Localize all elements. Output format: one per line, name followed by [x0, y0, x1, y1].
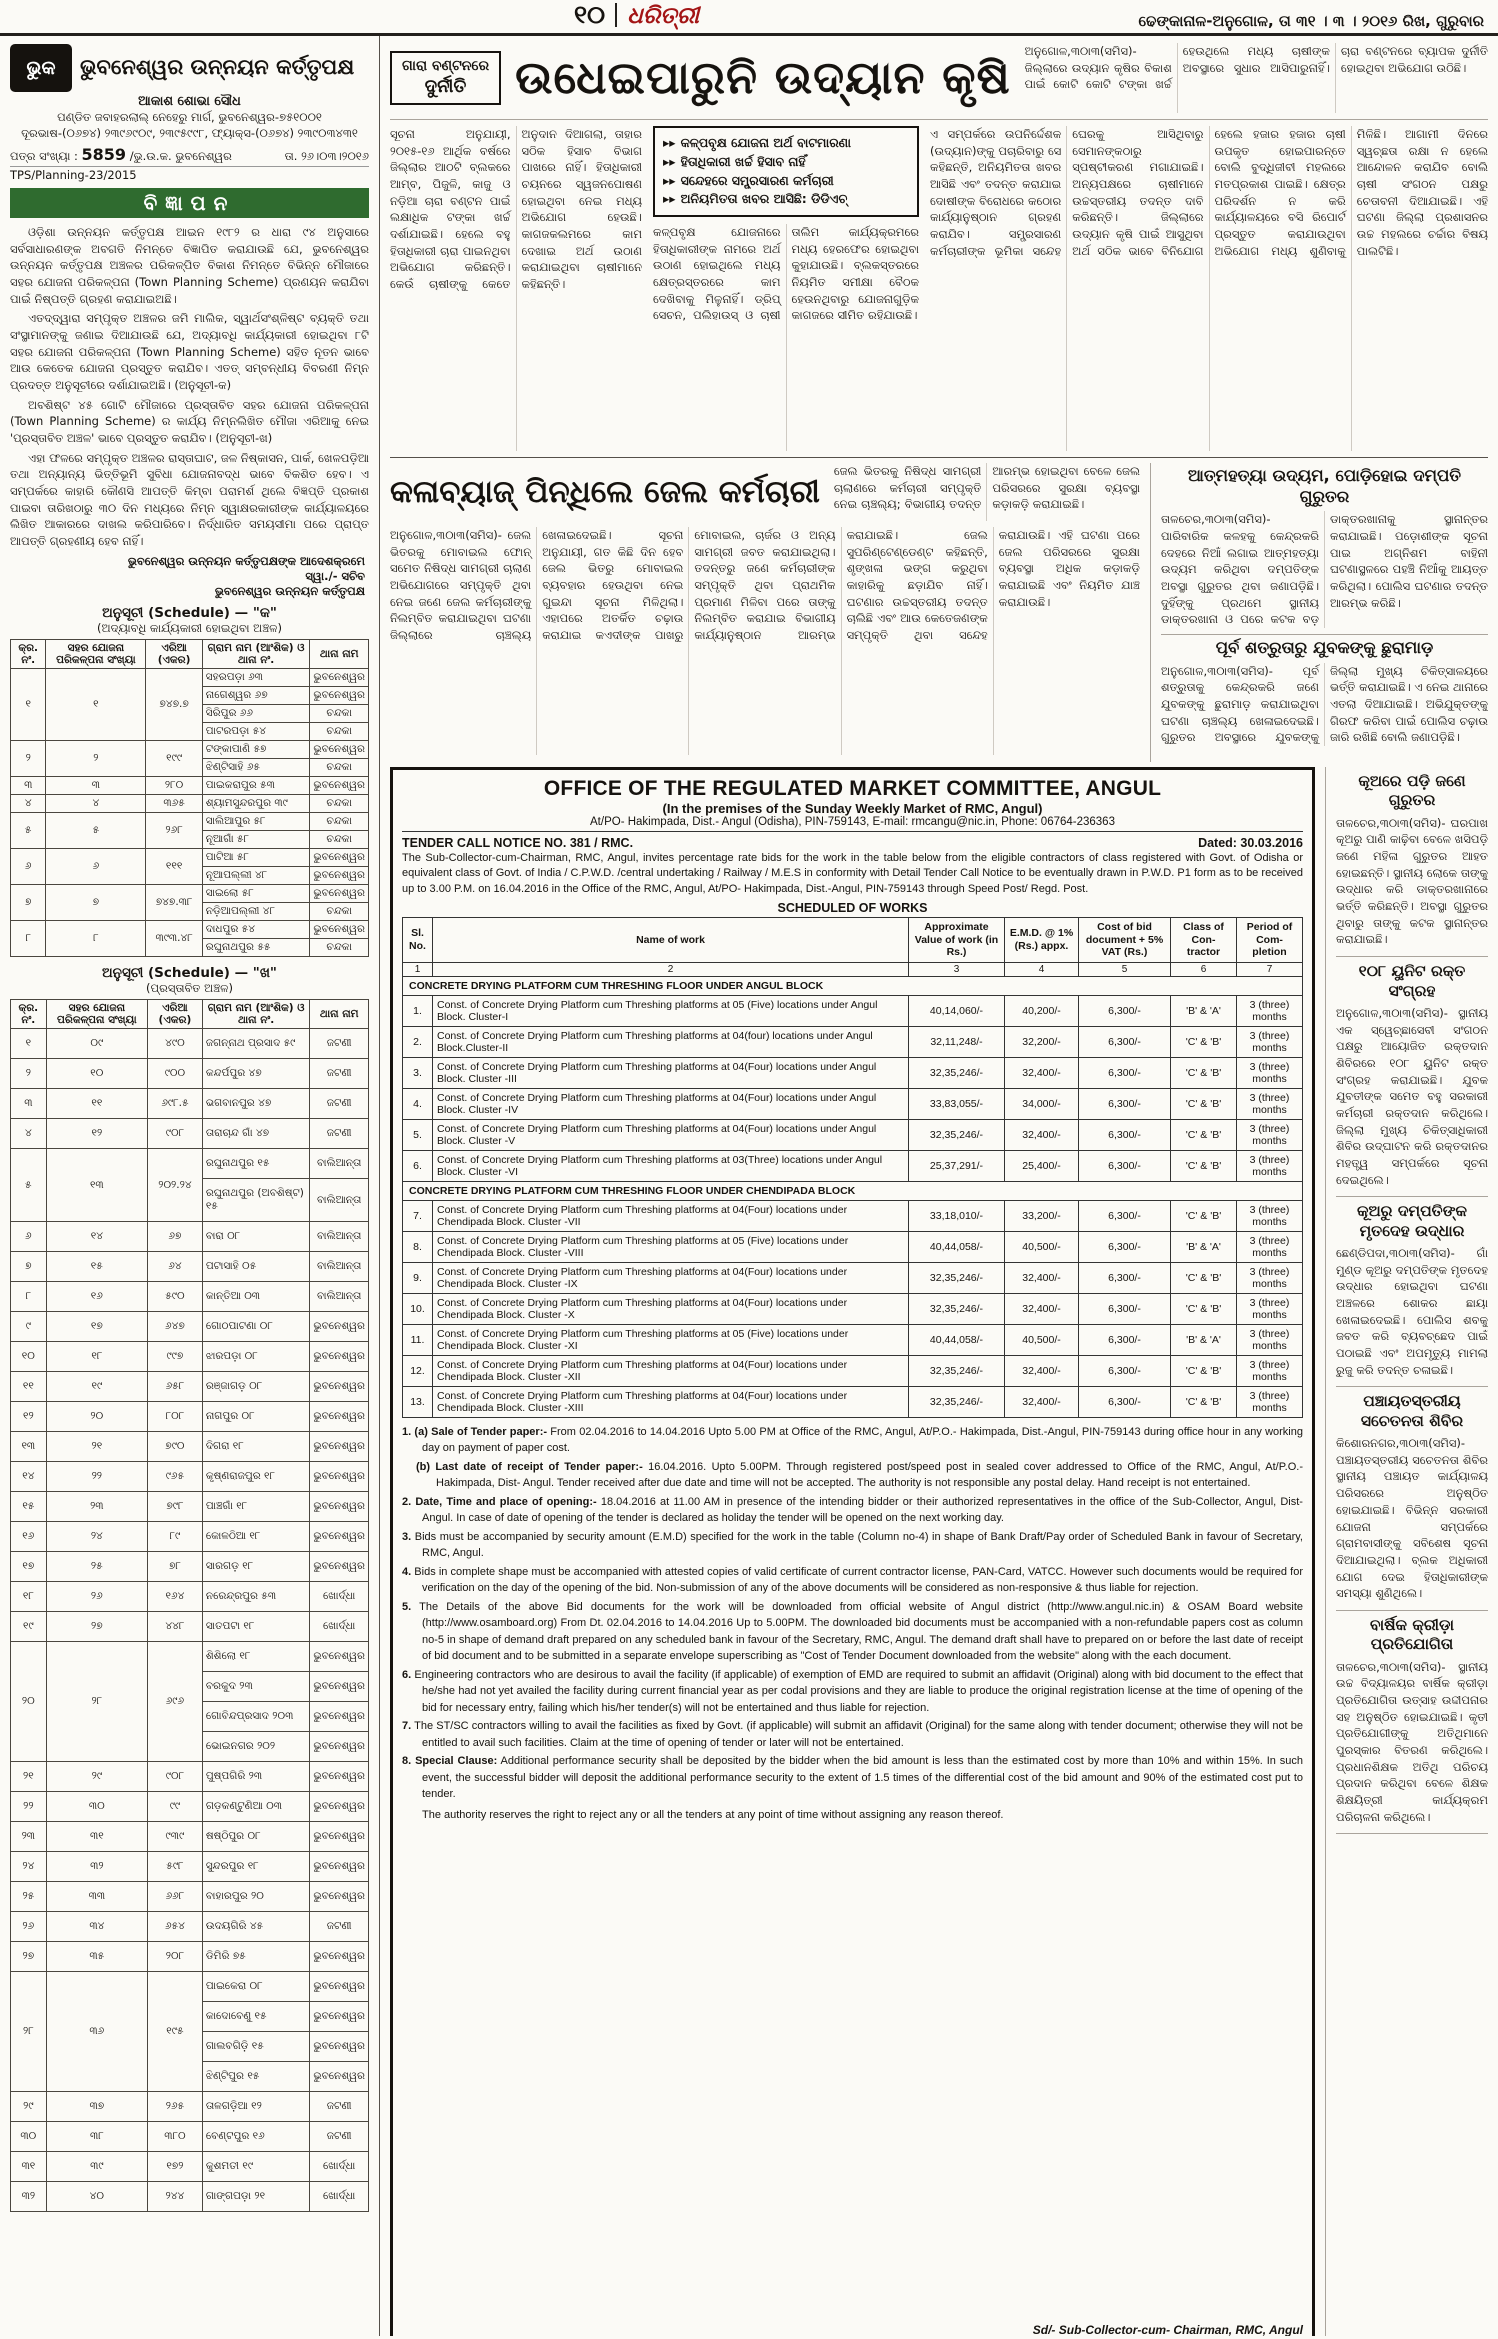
- rail-article: [1336, 1611, 1488, 1834]
- bda-header: [10, 44, 369, 92]
- bullet-arrow-icon: ▸▸: [663, 135, 676, 150]
- table-row: ୧୬ ୨୪ ୮୯ କୋଳଠିଆ ୧୮ ଭୁବନେଶ୍ୱର: [11, 1522, 369, 1552]
- table-row: ପାଟରପଡ଼ା ୫୪ ଚନ୍ଦକା: [11, 722, 369, 740]
- tender-note: 8. Special Clause: Additional performance security shall be deposited by the bidder when the bid amount is less than the estimated cost by more than 10% and within 15%. In such event, the successful bidder will deposit the additional performance security to the extent of 1.5 times of the differential cost of the bid amount and 90% of the estimated cost put to tender.: [402, 1755, 1304, 1801]
- table-row: ୨୮ ୩୬ ୧୯୫ ପାଇକେରା ୦୮ ଭୁବନେଶ୍ୱର: [11, 1972, 369, 2002]
- work-row: 7. Const. of Concrete Drying Platform cum Threshing platforms at 04(Four) locations under Chendipada Block. Cluster -VII 33,18,010/- 33,200/- 6,300/- 'C' & 'B' 3 (three) months: [403, 1200, 1303, 1231]
- rail-article-headline: ୧୦୮ ୟୁନିଟ ରକ୍ତ ସଂଗ୍ରହ: [1358, 962, 1466, 1000]
- bda-reference: TPS/Planning-23/2015: [10, 168, 137, 182]
- bda-letter-suffix: /ଭୁ.ଉ.କ. ଭୁବନେଶ୍ୱର: [129, 149, 232, 163]
- rail-article-headline: ବାର୍ଷିକ କ୍ରୀଡ଼ା ପ୍ରତିଯୋଗିତା: [1370, 1615, 1454, 1654]
- table-row: ନାଗେଶ୍ୱର ୬୭ ଭୁବନେଶ୍ୱର: [11, 686, 369, 704]
- rail-article-headline: ଆତ୍ମହତ୍ୟା ଉଦ୍ୟମ, ପୋଡ଼ିହୋଇ ଦମ୍ପତି ଗୁରୁତର: [1187, 466, 1462, 506]
- table-row: ୧ ୦୯ ୪୯୦ ଜଗନ୍ନାଥ ପ୍ରସାଦ ୫୯ ଜଟଣୀ: [11, 1029, 369, 1059]
- rail-article-body: ତାଳଚେର,୩୦ା୩(ସମିସ)- ଘରପାଖ କୂଅରୁ ପାଣି କାଢ଼ିବା ବେଳେ ଖସିପଡ଼ି ଜଣେ ମହିଳା ଗୁରୁତର ଆହତ ହୋଇଛନ୍ତି। ସ୍ଥାନୀୟ ଲୋକେ ତାଙ୍କୁ ଉଦ୍ଧାର କରି ଡାକ୍ତରଖାନାରେ ଭର୍ତ୍ତି କରିଛନ୍ତି। ଅବସ୍ଥା ଗୁରୁତର ଥିବାରୁ ତାଙ୍କୁ କଟକ ସ୍ଥାନାନ୍ତର କରାଯାଇଛି।: [1336, 815, 1488, 947]
- lead-bullets: [653, 126, 919, 217]
- table-row: ୧୮ ୨୬ ୧୬୪ ନରେନ୍ଦ୍ରପୁର ୫୩ ଖୋର୍ଦ୍ଧା: [11, 1582, 369, 1612]
- table-row: ୨୩ ୩୧ ୯୩୯ ଷଷ୍ଠିପୁର ୦୮ ଭୁବନେଶ୍ୱର: [11, 1822, 369, 1852]
- jail-snippet: ଜେଲ ଭିତରକୁ ନିଷିଦ୍ଧ ସାମଗ୍ରୀ ଚାଲାଣରେ କର୍ମଚାରୀ ସମ୍ପୃକ୍ତି ନେଇ ଚାଞ୍ଚଲ୍ୟ; ବିଭାଗୀୟ ତଦନ୍ତ ଆରମ୍ଭ ହୋଇଥିବା ବେଳେ ଜେଲ ପରିସରରେ ସୁରକ୍ଷା ବ୍ୟବସ୍ଥା କଡ଼ାକଡ଼ି କରାଯାଇଛି।: [833, 464, 1140, 512]
- tender-note: 1. (a) Sale of Tender paper:- From 02.04.2016 to 14.04.2016 Upto 5.00 PM at Office of the RMC, Angul, At/P.O.- Hakimpada, Dist.-Angul, PIN-759143 during office hour in any working day on payment of paper cost.: [402, 1425, 1303, 1455]
- table-row: ୭ ୧୫ ୬୪ ପଟାସାହି ୦୫ ବାଲିଆନ୍ତା: [11, 1252, 369, 1282]
- table-row: ୧୭ ୨୫ ୭୮ ସାରଗଡ଼ ୧୮ ଭୁବନେଶ୍ୱର: [11, 1552, 369, 1582]
- bullet-arrow-icon: ▸▸: [663, 172, 676, 188]
- tender-note: 4. Bids in complete shape must be accompanied with attested copies of valid certificate of current contractor license, PAN-Card, VATCC. However such documents would be required for verification on the day of the opening of the bid. Non-submission of any of the above documents will be considered as non-responsive & thus liable for rejection.: [402, 1565, 1303, 1595]
- bda-building: ଆକାଶ ଶୋଭା ସୌଧ: [138, 94, 241, 109]
- rail-article: [1161, 463, 1488, 635]
- bda-paragraph: ଏତଦ୍‌ଦ୍ୱାରା ସମ୍ପୃକ୍ତ ଅଞ୍ଚଳର ଜମି ମାଲିକ, ସ୍ୱାର୍ଥସଂଶ୍ଳିଷ୍ଟ ବ୍ୟକ୍ତି ତଥା ସଂସ୍ଥାମାନଙ୍କୁ ଜଣାଇ ଦିଆଯାଉଛି ଯେ, ଅଦ୍ୟାବଧି କାର୍ଯ୍ୟକାରୀ ହୋଇଥିବା ୮ଟି ସହର ଯୋଜନା ପରିକଳ୍ପନା (Town Planning Scheme) ସହିତ ନୂତନ ଭାବେ ଆଉ କେତେକ ଯୋଜନା ପ୍ରସ୍ତୁତ କରାଯିବ। ଏତତ୍ ସମ୍ବନ୍ଧୀୟ ବିବରଣୀ ନିମ୍ନ ପ୍ରଦତ୍ତ ଅନୁସୂଚୀରେ ଦର୍ଶାଯାଇଅଛି। (ଅନୁସୂଚୀ-କ): [10, 311, 369, 393]
- table-row: ନୂଆଗାଁ ୫୮ ଚନ୍ଦକା: [11, 830, 369, 848]
- bda-paragraph: ଓଡ଼ିଶା ଉନ୍ନୟନ କର୍ତ୍ତୃପକ୍ଷ ଆଇନ ୧୯୮୨ ର ଧାରା ୯୪ ଅନୁସାରେ ସର୍ବସାଧାରଣଙ୍କ ଅବଗତି ନିମନ୍ତେ ବିଜ୍ଞାପିତ କରାଯାଉଛି ଯେ, ଭୁବନେଶ୍ୱର ଉନ୍ନୟନ କର୍ତ୍ତୃପକ୍ଷ ଅଞ୍ଚଳର ପରିକଳ୍ପିତ ବିକାଶ ନିମନ୍ତେ ବିଭିନ୍ନ ମୌଜାରେ ସହର ଯୋଜନା ପରିକଳ୍ପନା (Town Planning Scheme) ପ୍ରଣୟନ କରାଯିବା ପାଇଁ ନିଷ୍ପତ୍ତି ଗ୍ରହଣ କରାଯାଇଅଛି।: [10, 225, 369, 306]
- bda-paragraph: ଅବଶିଷ୍ଟ ୪୫ ଗୋଟି ମୌଜାରେ ପ୍ରସ୍ତାବିତ ସହର ଯୋଜନା ପରିକଳ୍ପନା (Town Planning Scheme) ର କାର୍ଯ୍ୟ ନିମ୍ନଲିଖିତ ମୌଜା ଏରିଆକୁ ନେଇ 'ପ୍ରସ୍ତାବିତ ଅଞ୍ଚଳ' ଭାବେ ପ୍ରସ୍ତୁତ କରାଯିବ। (ଅନୁସୂଚୀ-ଖ): [10, 397, 369, 446]
- table-row: ୧୫ ୨୩ ୭୯୮ ପାଞ୍ଚଗାଁ ୧୮ ଭୁବନେଶ୍ୱର: [11, 1492, 369, 1522]
- column-header: କ୍ର. ନଂ.: [11, 999, 47, 1028]
- table-row: ୧୩ ୨୧ ୭୯୦ ଦିଗରା ୧୮ ଭୁବନେଶ୍ୱର: [11, 1432, 369, 1462]
- schedule-a-table: [10, 639, 369, 957]
- tender-schedule-heading: SCHEDULED OF WORKS: [777, 901, 928, 916]
- table-row: ୧୪ ୨୨ ୯୬୫ କୃଷ୍ଣରାଜପୁର ୧୮ ଭୁବନେଶ୍ୱର: [11, 1462, 369, 1492]
- column-header: ଗ୍ରାମ ନାମ (ଆଂଶିକ) ଓ ଥାନା ନଂ.: [202, 999, 310, 1028]
- table-row: ବରକୁଦ ୨୩ ଭୁବନେଶ୍ୱର: [11, 1672, 369, 1702]
- column-header: ଏରିଆ (ଏକର): [147, 999, 202, 1028]
- rail-article-body: ଛେଣ୍ଡିପଦା,୩୦ା୩(ସମିସ)- ଗାଁ ମୁଣ୍ଡ କୂଅରୁ ଦମ୍ପତିଙ୍କ ମୃତଦେହ ଉଦ୍ଧାର ହୋଇଥିବା ଘଟଣା ଅଞ୍ଚଳରେ ଶୋକର ଛାୟା ଖେଳାଇଦେଇଛି। ପୋଲିସ ଶବକୁ ଜବତ କରି ବ୍ୟବଚ୍ଛେଦ ପାଇଁ ପଠାଇଛି ଏବଂ ଅପମୃତ୍ୟୁ ମାମଲା ରୁଜୁ କରି ତଦନ୍ତ ଚଳାଇଛି।: [1336, 1246, 1488, 1377]
- tender-call-number: TENDER CALL NOTICE NO. 381 / RMC.: [402, 836, 634, 850]
- work-row: 1. Const. of Concrete Drying Platform cum Threshing platforms at 05 (Five) locations under Angul Block. Cluster-I 40,14,060/- 40,200/- 6,300/- 'B' & 'A' 3 (three) months: [403, 995, 1303, 1026]
- column-header: ସହର ଯୋଜନା ପରିକଳ୍ପନା ସଂଖ୍ୟା: [46, 639, 146, 668]
- table-row: ୫ ୧୩ ୨୦୨.୨୪ ରଘୁନାଥପୁର ୧୫ ବାଲିଆନ୍ତା: [11, 1149, 369, 1179]
- rail-top: [1150, 463, 1488, 762]
- lead-article-body: [390, 119, 1488, 451]
- rail-article: [1336, 767, 1488, 957]
- page-number: ୧୦: [574, 0, 606, 29]
- table-row: ଭୋଇନଗର ୨୦୨ ଭୁବନେଶ୍ୱର: [11, 1732, 369, 1762]
- work-row: 4. Const. of Concrete Drying Platform cum Threshing platforms at 04(Four) locations under Angul Block. Cluster -IV 33,83,055/- 34,000/- 6,300/- 'C' & 'B' 3 (three) months: [403, 1088, 1303, 1119]
- bda-address: ପଣ୍ଡିତ ଜବାହରଲାଲ୍ ନେହେରୁ ମାର୍ଗ, ଭୁବନେଶ୍ୱର-୭୫୧୦୦୧: [57, 110, 322, 124]
- table-row: ୯ ୧୭ ୬୪୭ ଗୋଠପାଟଣା ୦୮ ଭୁବନେଶ୍ୱର: [11, 1312, 369, 1342]
- lead-body-middle: [653, 126, 919, 451]
- bda-logo: ଭୁକ: [10, 44, 72, 92]
- lead-article-header: [390, 38, 1488, 119]
- table-row: ଗାଲବଗିଡ଼ି ୧୫ ଭୁବନେଶ୍ୱର: [11, 2032, 369, 2062]
- rail-article: [1161, 635, 1488, 752]
- bda-signature-line: ଭୁବନେଶ୍ୱର ଉନ୍ନୟନ କର୍ତ୍ତୃପକ୍ଷଙ୍କ ଆଦେଶକ୍ରମେ: [127, 553, 365, 568]
- rail-article-body: ଅନୁଗୋଳ,୩୦ା୩(ସମିସ)- ପୂର୍ବ ଶତ୍ରୁତାକୁ କେନ୍ଦ୍ରକରି ଜଣେ ଯୁବକଙ୍କୁ ଛୁରାମାଡ଼ କରାଯାଇଥିବା ଘଟଣା ଚାଞ୍ଚଲ୍ୟ ଖେଳାଇଦେଇଛି। ଗୁରୁତର ଅବସ୍ଥାରେ ଯୁବକଙ୍କୁ ଜିଲ୍ଲା ମୁଖ୍ୟ ଚିକିତ୍ସାଳୟରେ ଭର୍ତ୍ତି କରାଯାଇଛି। ଏ ନେଇ ଥାନାରେ ଏତଲା ଦିଆଯାଇଛି। ଅଭିଯୁକ୍ତଙ୍କୁ ଗିରଫ କରିବା ପାଇଁ ପୋଲିସ ଚଢ଼ାଉ ଜାରି ରଖିଛି ବୋଲି ଜଣାପଡ଼ିଛି।: [1161, 663, 1488, 745]
- column-header: ସହର ଯୋଜନା ପରିକଳ୍ପନା ସଂଖ୍ୟା: [46, 999, 147, 1028]
- masthead-divider: [615, 3, 617, 27]
- table-row: ୨୧ ୨୯ ୯୦୮ ପୁଷ୍ପଗିରି ୨୩ ଭୁବନେଶ୍ୱର: [11, 1762, 369, 1792]
- table-row: ସିରିପୁର ୬୬ ଚନ୍ଦକା: [11, 704, 369, 722]
- tender-title: OFFICE OF THE REGULATED MARKET COMMITTEE, ANGUL: [543, 777, 1162, 800]
- lead-body-right: ଏ ସମ୍ପର୍କରେ ଉପନିର୍ଦ୍ଦେଶକ (ଉଦ୍ୟାନ)ଙ୍କୁ ପଚାରିବାରୁ ସେ କହିଛନ୍ତି, ଅନିୟମିତତା ଖବର ଆସିଛି ଏବଂ ତଦନ୍ତ କରାଯାଇ ଦୋଷୀଙ୍କ ବିରୋଧରେ କଠୋର କାର୍ଯ୍ୟାନୁଷ୍ଠାନ ଗ୍ରହଣ କରାଯିବ। ସମ୍ପ୍ରସାରଣ କର୍ମଚାରୀଙ୍କ ଭୂମିକା ସନ୍ଦେହ ଘେରକୁ ଆସିଥିବାରୁ ସେମାନଙ୍କଠାରୁ ସ୍ପଷ୍ଟୀକରଣ ମଗାଯାଇଛି। ଅନ୍ୟପକ୍ଷରେ ଚାଷୀମାନେ ଉଚ୍ଚସ୍ତରୀୟ ତଦନ୍ତ ଦାବି କରିଛନ୍ତି। ଜିଲ୍ଲାରେ ଉଦ୍ୟାନ କୃଷି ପାଇଁ ଆସୁଥିବା ଅର୍ଥ ସଠିକ ଭାବେ ବିନିଯୋଗ ହେଲେ ହଜାର ହଜାର ଚାଷୀ ଉପକୃତ ହୋଇପାରନ୍ତେ ବୋଲି ବୁଦ୍ଧିଜୀବୀ ମହଲରେ ମତପ୍ରକାଶ ପାଇଛି। କ୍ଷେତ୍ର ପରିଦର୍ଶନ ନ କରି କାର୍ଯ୍ୟାଳୟରେ ବସି ରିପୋର୍ଟ ପ୍ରସ୍ତୁତ କରାଯାଉଥିବା ଅଭିଯୋଗ ମଧ୍ୟ ଶୁଣିବାକୁ ମିଳିଛି। ଆଗାମୀ ଦିନରେ ସ୍ୱଚ୍ଛତା ରକ୍ଷା ନ ହେଲେ ଆନ୍ଦୋଳନ କରାଯିବ ବୋଲି ଚାଷୀ ସଂଗଠନ ପକ୍ଷରୁ ଚେତାବନୀ ଦିଆଯାଇଛି। ଏହି ଘଟଣା ଜିଲ୍ଲା ପ୍ରଶାସନର ଉଚ୍ଚ ମହଲରେ ଚର୍ଚ୍ଚାର ବିଷୟ ପାଲଟିଛି।: [930, 127, 1488, 258]
- table-row: ୩ ୩ ୨୮୦ ପାଇକରାପୁର ୫୩ ଭୁବନେଶ୍ୱର: [11, 776, 369, 794]
- tender-note: 7. The ST/SC contractors willing to avail the facilities as fixed by Govt. (if applicable) will submit an affidavit (Original) for the same along with tender document; otherwise they will not be entitled to avail such facilities. Claim at the time of opening of tender or later will not be entertained.: [402, 1720, 1303, 1749]
- schedule-b-table: [10, 999, 369, 2212]
- table-row: ନଡ଼ିଆପଲ୍ଲୀ ୪୮ ଚନ୍ଦକା: [11, 902, 369, 920]
- table-row: ୬ ୧୪ ୬୭ ବାରା ୦୮ ବାଲିଆନ୍ତା: [11, 1222, 369, 1252]
- column-header: Approximate Value of work (in Rs.): [909, 918, 1005, 963]
- column-number-row: 1 2 3 4 5 6 7: [403, 962, 1303, 976]
- table-row: ୫ ୫ ୨୬୮ ସାଲିଆପୁର ୫୮ ଚନ୍ଦକା: [11, 812, 369, 830]
- rail-article: [1336, 957, 1488, 1197]
- section-header-row: CONCRETE DRYING PLATFORM CUM THRESHING FLOOR UNDER CHENDIPADA BLOCK: [403, 1181, 1303, 1200]
- tender-subtitle: (In the premises of the Sunday Weekly Market of RMC, Angul): [662, 801, 1043, 816]
- tender-note: 5. The Details of the above Bid documents for the work will be downloaded from official website of Angul district (http://www.angul.nic.in) & OSAM Board website (http://www.osamboard.org) From Dt. 02.04.2016 to 14.04.2016 Up to 5.00PM. The downloaded bid documents must be accompanied with a non-refundable papers cost as column no-5 in shape of demand draft prepared on any scheduled bank in favour of the Secretary, RMC, Angul. The demand draft shall have to prepared on or before the last date of receipt of bid document and to be submitted in a separate envelope superscribing as "Cost of Tender Document downloaded from the website" along with the each document.: [402, 1600, 1303, 1663]
- table-row: ୧୨ ୨୦ ୮୦୮ ନାଗପୁର ୦୮ ଭୁବନେଶ୍ୱର: [11, 1402, 369, 1432]
- table-row: ୩୨ ୪୦ ୨୪୪ ଗାଙ୍ଗପଡ଼ା ୨୧ ଖୋର୍ଦ୍ଧା: [11, 2182, 369, 2212]
- table-row: ୨୯ ୩୭ ୨୬୫ ତାଳଗଡ଼ିଆ ୧୨ ଜଟଣୀ: [11, 2092, 369, 2122]
- second-row: [390, 457, 1488, 762]
- bda-letter-number: 5859: [81, 145, 127, 164]
- bda-phone: ଦୂରଭାଷ-(୦୬୭୪) ୨୩୯୬୯୦୯, ୨୩୯୫୯୯୮, ଫ୍ୟାକ୍ସ-(୦୬୭୪) ୨୩୯୦୩୪୩୧: [21, 126, 358, 140]
- table-row: ୩ ୧୧ ୬୯୮.୫ ଭଗବାନପୁର ୪୭ ଜଟଣୀ: [11, 1089, 369, 1119]
- edition-date-line: ଢେଙ୍କାନାଳ-ଅନୁଗୋଳ, ତା ୩୧ । ୩ । ୨୦୧୬ ରିଖ, ଗୁରୁବାର: [1138, 12, 1484, 30]
- table-row: ୨୬ ୩୪ ୬୫୪ ଉଦୟଗିରି ୪୫ ଜଟଣୀ: [11, 1912, 369, 1942]
- work-row: 6. Const. of Concrete Drying Platform cum Threshing platforms at 03(Three) locations under Angul Block. Cluster -VI 25,37,291/- 25,400/- 6,300/- 'C' & 'B' 3 (three) months: [403, 1150, 1303, 1181]
- rail-article: [1336, 1197, 1488, 1387]
- table-row: ୩୦ ୩୮ ୩୮୦ ବେଣ୍ଟପୁର ୧୬ ଜଟଣୀ: [11, 2122, 369, 2152]
- rail-article-headline: କୂଅରୁ ଦମ୍ପତିଙ୍କ ମୃତଦେହ ଉଦ୍ଧାର: [1356, 1202, 1468, 1240]
- schedule-a-title: ଅନୁସୂଚୀ (Schedule) — "କ": [102, 604, 277, 621]
- bda-signature-line: ଭୁବନେଶ୍ୱର ଉନ୍ନୟନ କର୍ତ୍ତୃପକ୍ଷ: [214, 583, 365, 598]
- lead-kicker-line2: ଦୁର୍ନୀତି: [424, 75, 467, 97]
- rail-article-headline: କୂଅରେ ପଡ଼ି ଜଣେ ଗୁରୁତର: [1358, 772, 1466, 810]
- column-header: ଗ୍ରାମ ନାମ (ଆଂଶିକ) ଓ ଥାନା ନଂ.: [202, 639, 310, 668]
- lead-body-left: ସୂଚନା ଅନୁଯାୟୀ, ୨୦୧୫-୧୬ ଆର୍ଥିକ ବର୍ଷରେ ଜିଲ୍ଲାର ଆଠଟି ବ୍ଲକରେ ଆମ୍ବ, ପିଜୁଳି, କାଜୁ ଓ ନଡ଼ିଆ ଚାରା ବଣ୍ଟନ ପାଇଁ ଲକ୍ଷାଧିକ ଟଙ୍କା ଖର୍ଚ୍ଚ ଦର୍ଶାଯାଇଛି। ହେଲେ ବହୁ ହିତାଧିକାରୀ ଚାରା ପାଇନଥିବା ଅଭିଯୋଗ କରିଛନ୍ତି। କେଉଁ ଚାଷୀଙ୍କୁ କେତେ ଅନୁଦାନ ଦିଆଗଲା, ତାହାର ସଠିକ ହିସାବ ବିଭାଗ ପାଖରେ ନାହିଁ। ହିତାଧିକାରୀ ଚୟନରେ ସ୍ୱଜନପୋଷଣ ହୋଇଥିବା ନେଇ ମଧ୍ୟ ଅଭିଯୋଗ ହେଉଛି। କାଗଜକଲମରେ କାମ ଦେଖାଇ ଅର୍ଥ ଉଠାଣ କରାଯାଇଥିବା ଚାଷୀମାନେ କହିଛନ୍ତି।: [390, 127, 642, 292]
- tender-notice: [390, 767, 1315, 2336]
- table-row: ୨୭ ୩୫ ୨୦୮ ଡିମିରି ୭୫ ଭୁବନେଶ୍ୱର: [11, 1942, 369, 1972]
- tender-notes: [402, 1424, 1303, 1805]
- lead-kicker: [390, 51, 501, 105]
- work-row: 5. Const. of Concrete Drying Platform cum Threshing platforms at 04(Four) locations under Angul Block. Cluster -V 32,35,246/- 32,400/- 6,300/- 'C' & 'B' 3 (three) months: [403, 1119, 1303, 1150]
- rail-bottom: [1325, 767, 1488, 2336]
- rail-article-body: ତାଳଚେର,୩୦ା୩(ସମିସ)- ସ୍ଥାନୀୟ ଉଚ୍ଚ ବିଦ୍ୟାଳୟର ବାର୍ଷିକ କ୍ରୀଡ଼ା ପ୍ରତିଯୋଗିତା ଉତ୍ସାହ ଉଦ୍ଦୀପନାର ସହ ଅନୁଷ୍ଠିତ ହୋଇଯାଇଛି। କୃତୀ ପ୍ରତିଯୋଗୀଙ୍କୁ ଅତିଥିମାନେ ପୁରସ୍କାର ବିତରଣ କରିଥିଲେ। ପ୍ରଧାନଶିକ୍ଷକ ଅତିଥି ପରିଚୟ ପ୍ରଦାନ କରିଥିବା ବେଳେ ଶିକ୍ଷକ ଶିକ୍ଷୟିତ୍ରୀ କାର୍ଯ୍ୟକ୍ରମ ପରିଚାଳନା କରିଥିଲେ।: [1336, 1659, 1488, 1824]
- bda-letter-date: ତା. ୨୬।୦୩।୨୦୧୬: [284, 149, 369, 163]
- tender-intro: The Sub-Collector-cum-Chairman, RMC, Angul, invites percentage rate bids for the work in the table below from the eligible contractors of class registered with Govt. of Odisha or equivalent class of Govt. of India / C.P.W.D. /central undertaking / Railway / M.E.S in conformity with Detail Tender Call Notice to be eventually drawn in P.W.D. P1 form as to be received up to 3.00 P.M. on 16.04.2016 in the Office of the RMC, Angul, At/PO- Hakimpada, Dist.-Angul, PIN-759143 through Speed Post/ Regd. Post.: [402, 852, 1303, 895]
- table-row: ନୂଆପଲ୍ଲୀ ୪୮ ଭୁବନେଶ୍ୱର: [11, 866, 369, 884]
- table-row: ୪ ୪ ୩୬୫ ଶ୍ୟାମସୁନ୍ଦରପୁର ୩୯ ଚନ୍ଦକା: [11, 794, 369, 812]
- rail-article-body: କିଶୋରନଗର,୩୦ା୩(ସମିସ)- ପଞ୍ଚାୟତସ୍ତରୀୟ ସଚେତନତା ଶିବିର ସ୍ଥାନୀୟ ପଞ୍ଚାୟତ କାର୍ଯ୍ୟାଳୟ ପରିସରରେ ଅନୁଷ୍ଠିତ ହୋଇଯାଇଛି। ବିଭିନ୍ନ ସରକାରୀ ଯୋଜନା ସମ୍ପର୍କରେ ଗ୍ରାମବାସୀଙ୍କୁ ସବିଶେଷ ସୂଚନା ଦିଆଯାଇଥିଲା। ବ୍ଲକ ଅଧିକାରୀ ଯୋଗ ଦେଇ ହିତାଧିକାରୀଙ୍କ ସମସ୍ୟା ଶୁଣିଥିଲେ।: [1336, 1436, 1488, 1601]
- tender-works-table: [402, 917, 1303, 1418]
- bda-signature: [14, 554, 365, 599]
- table-row: ୬ ୬ ୧୧୧ ପାଟିଆ ୫୮ ଭୁବନେଶ୍ୱର: [11, 848, 369, 866]
- table-row: ଝିଣ୍ଟିପୁର ୧୫ ଭୁବନେଶ୍ୱର: [11, 2062, 369, 2092]
- rail-article: [1336, 1387, 1488, 1610]
- work-row: 10. Const. of Concrete Drying Platform cum Threshing platforms at 04(Four) locations under Chendipada Block. Cluster -X 32,35,246/- 32,400/- 6,300/- 'C' & 'B' 3 (three) months: [403, 1293, 1303, 1324]
- table-row: ୧ ୧ ୭୪୭.୭ ସହରପଡ଼ା ୬୩ ଭୁବନେଶ୍ୱର: [11, 668, 369, 686]
- bda-notice: [0, 36, 380, 2336]
- schedule-a-subtitle: (ଅଦ୍ୟାବଧି କାର୍ଯ୍ୟକାରୀ ହୋଇଥିବା ଅଞ୍ଚଳ): [97, 620, 282, 635]
- bullet-arrow-icon: ▸▸: [663, 191, 676, 207]
- column-header: ଥାନା ନାମ: [310, 639, 369, 668]
- lead-kicker-line1: ଗାରା ବଣ୍ଟନରେ: [402, 58, 490, 74]
- main-area: [380, 36, 1498, 2336]
- lead-body-middle-text: କଳ୍ପବୃକ୍ଷ ଯୋଜନାରେ ହିତାଧିକାରୀଙ୍କ ନାମରେ ଅର୍ଥ ଉଠାଣ ହୋଇଥିଲେ ମଧ୍ୟ କ୍ଷେତ୍ରସ୍ତରରେ କାମ ଦେଖିବାକୁ ମିଳୁନାହିଁ। ଡ୍ରିପ୍ ସେଚନ, ପଲିହାଉସ୍ ଓ ଚାଷୀ ତାଲିମ କାର୍ଯ୍ୟକ୍ରମରେ ମଧ୍ୟ ହେରଫେର ହୋଇଥିବା କୁହାଯାଉଛି। ବ୍ଲକସ୍ତରରେ ନିୟମିତ ସମୀକ୍ଷା ବୈଠକ ହେଉନଥିବାରୁ ଯୋଜନାଗୁଡ଼ିକ କାଗଜରେ ସୀମିତ ରହିଯାଉଛି।: [653, 225, 919, 323]
- column-header: Class of Con- tractor: [1171, 918, 1237, 963]
- masthead-left: [574, 0, 699, 30]
- table-row: ରଘୁନାଥପୁର ୫୫ ଚନ୍ଦକା: [11, 938, 369, 956]
- lead-headline: ଉଧେଇପାରୁନି ଉଦ୍ୟାନ କୃଷି: [515, 51, 1011, 104]
- rail-article-headline: ପଞ୍ଚାୟତସ୍ତରୀୟ ସଚେତନତା ଶିବିର: [1360, 1392, 1464, 1430]
- paper-name: ଧରିତ୍ରୀ: [627, 3, 699, 29]
- tender-note: 2. Date, Time and place of opening:- 18.04.2016 at 11.00 AM in presence of the intending bidder or their authorized representatives in the office of the Sub-Collector, Angul, Dist- Angul. In case of date of opening of the tender is declared as holiday the tender will be opened on the next working day.: [402, 1495, 1303, 1525]
- column-header: Name of work: [433, 918, 909, 963]
- table-row: ୮ ୮ ୩୯୩.୪୮ ଦାଧପୁର ୫୪ ଭୁବନେଶ୍ୱର: [11, 920, 369, 938]
- work-row: 9. Const. of Concrete Drying Platform cum Threshing platforms at 04(Four) locations under Chendipada Block. Cluster -IX 32,35,246/- 32,400/- 6,300/- 'C' & 'B' 3 (three) months: [403, 1262, 1303, 1293]
- bda-letter-label: ପତ୍ର ସଂଖ୍ୟା :: [10, 149, 78, 163]
- bda-signature-line: ସ୍ୱା./- ସଚିବ: [305, 568, 365, 583]
- tender-signature: Sd/- Sub-Collector-cum- Chairman, RMC, Angul: [1032, 2323, 1303, 2336]
- jail-article: [390, 463, 1140, 762]
- lead-article: [390, 38, 1488, 451]
- bda-org-name: ଭୁବନେଶ୍ୱର ଉନ୍ନୟନ କର୍ତ୍ତୃପକ୍ଷ: [80, 55, 355, 80]
- third-row: [390, 767, 1488, 2336]
- bda-notice-banner: ବିଜ୍ଞାପନ: [10, 188, 369, 218]
- column-header: Sl. No.: [403, 918, 433, 963]
- work-row: 13. Const. of Concrete Drying Platform cum Threshing platforms at 04(Four) locations under Chendipada Block. Cluster -XIII 32,35,246/- 32,400/- 6,300/- 'C' & 'B' 3 (three) months: [403, 1386, 1303, 1417]
- table-row: ୧୯ ୨୭ ୪୪୮ ସାତପଟା ୧୮ ଖୋର୍ଦ୍ଧା: [11, 1612, 369, 1642]
- table-row: ୨ ୨ ୧୯୯ ଟଙ୍କାପାଣି ୫୭ ଭୁବନେଶ୍ୱର: [11, 740, 369, 758]
- column-header: କ୍ର. ନଂ.: [11, 639, 46, 668]
- schedule-b-subtitle: (ପ୍ରସ୍ତାବିତ ଅଞ୍ଚଳ): [146, 980, 233, 995]
- masthead: [0, 0, 1498, 36]
- tender-date: Dated: 30.03.2016: [1198, 836, 1303, 850]
- table-row: ୨୪ ୩୨ ୫୯୮ ସୁନ୍ଦରପୁର ୧୮ ଭୁବନେଶ୍ୱର: [11, 1852, 369, 1882]
- tender-note: 6. Engineering contractors who are desirous to avail the facility (if applicable) of exemption of EMD are required to submit an affidavit (Original) along with bid document to the effect that he/she had not yet availed the facility during current financial year as per codal provisions and they are liable to produce the original registration license at the time of opening of the bid for necessary entry, failing which his/her tender(s) will not be entertained and thus liable for rejection.: [402, 1668, 1303, 1714]
- lead-bullet: ▸▸ କଳ୍ପବୃକ୍ଷ ଯୋଜନା ଅର୍ଥ ବାଟମାରଣା: [663, 134, 909, 153]
- work-row: 11. Const. of Concrete Drying Platform cum Threshing platforms at 05 (Five) locations under Chendipada Block. Cluster -XI 40,44,058/- 40,500/- 6,300/- 'B' & 'A' 3 (three) months: [403, 1324, 1303, 1355]
- tender-note: (b) Last date of receipt of Tender paper:- 16.04.2016. Upto 5.00PM. Through registered post/speed post in sealed cover addressed to Office of the RMC, Angul, At/P.O.- Hakimpada, Dist- Angul. Tender received after due date and time will not be accepted. The authority is not responsible any postal delay. Hand receipt is not entertained.: [416, 1460, 1303, 1490]
- table-row: ଝିଣ୍ଟିସାହି ୬୫ ଚନ୍ଦକା: [11, 758, 369, 776]
- table-row: ୭ ୭ ୭୪୭.୩୮ ସାଇଲୋ ୫୮ ଭୁବନେଶ୍ୱର: [11, 884, 369, 902]
- rail-article-headline: ପୂର୍ବ ଶତ୍ରୁତାରୁ ଯୁବକଙ୍କୁ ଛୁରାମାଡ଼: [1215, 637, 1434, 657]
- column-header: Period of Com- pletion: [1237, 918, 1303, 963]
- table-row: ୮ ୧୬ ୫୯୦ କାନ୍ତିଆ ୦୩ ବାଲିଆନ୍ତା: [11, 1282, 369, 1312]
- jail-body: ଅନୁଗୋଳ,୩୦ା୩(ସମିସ)- ଜେଲ ଭିତରକୁ ମୋବାଇଲ ଫୋନ୍ ସମେତ ନିଷିଦ୍ଧ ସାମଗ୍ରୀ ଚାଲାଣ ଅଭିଯୋଗରେ ସମ୍ପୃକ୍ତି ଥିବା ନେଇ ଜଣେ ଜେଲ କର୍ମଚାରୀଙ୍କୁ ନିଲମ୍ବିତ କରାଯାଇଥିବା ଘଟଣା ଜିଲ୍ଲାରେ ଚାଞ୍ଚଲ୍ୟ ଖେଳାଇଦେଇଛି। ସୂଚନା ଅନୁଯାୟୀ, ଗତ କିଛି ଦିନ ହେବ ଜେଲ ଭିତରୁ ମୋବାଇଲ ବ୍ୟବହାର ହେଉଥିବା ନେଇ ଗୁଇନ୍ଦା ସୂଚନା ମିଳିଥିଲା। ଏହାପରେ ଅତର୍କିତ ଚଢ଼ାଉ କରାଯାଇ କଏଦୀଙ୍କ ପାଖରୁ ମୋବାଇଲ, ଚାର୍ଜର ଓ ଅନ୍ୟ ସାମଗ୍ରୀ ଜବତ କରାଯାଇଥିଲା। ତଦନ୍ତରୁ ଜଣେ କର୍ମଚାରୀଙ୍କ ସମ୍ପୃକ୍ତି ଥିବା ପ୍ରାଥମିକ ପ୍ରମାଣ ମିଳିବା ପରେ ତାଙ୍କୁ ନିଲମ୍ବିତ କରାଯାଇ ବିଭାଗୀୟ କାର୍ଯ୍ୟାନୁଷ୍ଠାନ ଆରମ୍ଭ କରାଯାଇଛି। ଜେଲ ସୁପରିଣ୍ଟେଣ୍ଡେଣ୍ଟ କହିଛନ୍ତି, ଶୃଙ୍ଖଳା ଭଙ୍ଗ କରୁଥିବା କାହାରିକୁ ଛଡ଼ାଯିବ ନାହିଁ। ଘଟଣାର ଉଚ୍ଚସ୍ତରୀୟ ତଦନ୍ତ ଚାଲିଛି ଏବଂ ଆଉ କେତେଜଣଙ୍କ ସମ୍ପୃକ୍ତି ଥିବା ସନ୍ଦେହ କରାଯାଉଛି। ଏହି ଘଟଣା ପରେ ଜେଲ ପରିସରରେ ସୁରକ୍ଷା ବ୍ୟବସ୍ଥା ଅଧିକ କଡ଼ାକଡ଼ି କରାଯାଇଛି ଏବଂ ନିୟମିତ ଯାଞ୍ଚ କରାଯାଉଛି।: [390, 528, 1140, 643]
- table-row: ୪ ୧୨ ୯୦୮ ତାରାଚାନ୍ଦ ଗାଁ ୪୭ ଜଟଣୀ: [11, 1119, 369, 1149]
- tender-note: 3. Bids must be accompanied by security amount (E.M.D) specified for the work in the table (Column no-4) in shape of Bank Draft/Pay order of Scheduled Bank in favour of Secretary, RMC, Angul.: [402, 1530, 1303, 1560]
- lead-snippet: ଅନୁଗୋଳ,୩୦ା୩(ସମିସ)- ଜିଲ୍ଲାରେ ଉଦ୍ୟାନ କୃଷିର ବିକାଶ ପାଇଁ କୋଟି କୋଟି ଟଙ୍କା ଖର୍ଚ୍ଚ ହେଉଥିଲେ ମଧ୍ୟ ଚାଷୀଙ୍କ ଅବସ୍ଥାରେ ସୁଧାର ଆସିପାରୁନାହିଁ। ଚାରା ବଣ୍ଟନରେ ବ୍ୟାପକ ଦୁର୍ନୀତି ହୋଇଥିବା ଅଭିଯୋଗ ଉଠିଛି।: [1024, 44, 1488, 92]
- table-row: ୧୦ ୧୮ ୯୯୭ ଝାରପଡ଼ା ୦୮ ଭୁବନେଶ୍ୱର: [11, 1342, 369, 1372]
- column-header: E.M.D. @ 1% (Rs.) appx.: [1005, 918, 1079, 963]
- rail-article-body: ଅନୁଗୋଳ,୩୦ା୩(ସମିସ)- ସ୍ଥାନୀୟ ଏକ ସ୍ୱେଚ୍ଛାସେବୀ ସଂଗଠନ ପକ୍ଷରୁ ଆୟୋଜିତ ରକ୍ତଦାନ ଶିବିରରେ ୧୦୮ ୟୁନିଟ ରକ୍ତ ସଂଗ୍ରହ କରାଯାଇଛି। ଯୁବକ ଯୁବତୀଙ୍କ ସମେତ ବହୁ ସରକାରୀ କର୍ମଚାରୀ ରକ୍ତଦାନ କରିଥିଲେ। ଜିଲ୍ଲା ମୁଖ୍ୟ ଚିକିତ୍ସାଧିକାରୀ ଶିବିର ଉଦ୍‌ଘାଟନ କରି ରକ୍ତଦାନର ମହତ୍ତ୍ୱ ସମ୍ପର୍କରେ ସୂଚନା ଦେଇଥିଲେ।: [1336, 1005, 1488, 1187]
- table-row: କାଦୋବେଣୁ ୧୫ ଭୁବନେଶ୍ୱର: [11, 2002, 369, 2032]
- table-row: ଗୋବିନ୍ଦପ୍ରସାଦ ୨୦୩ ଭୁବନେଶ୍ୱର: [11, 1702, 369, 1732]
- tender-call-row: [402, 836, 1303, 850]
- section-header-row: CONCRETE DRYING PLATFORM CUM THRESHING FLOOR UNDER ANGUL BLOCK: [403, 976, 1303, 995]
- lead-bullet: ▸▸ ଅନିୟମିତତା ଖବର ଆସିଛି: ଡିଡିଏଚ୍: [663, 190, 909, 209]
- column-header: ଥାନା ନାମ: [310, 999, 369, 1028]
- column-header: Cost of bid document + 5% VAT (Rs.): [1079, 918, 1171, 963]
- work-row: 8. Const. of Concrete Drying Platform cum Threshing platforms at 05 (Five) locations under Chendipada Block. Cluster -VIII 40,44,058/- 40,500/- 6,300/- 'B' & 'A' 3 (three) months: [403, 1231, 1303, 1262]
- jail-headline: କଳାବ୍ୟାଜ୍ ପିନ୍ଧିଲେ ଜେଲ କର୍ମଚାରୀ: [390, 473, 820, 510]
- tender-address: At/PO- Hakimpada, Dist.- Angul (Odisha), PIN-759143, E-mail: rmcangu@nic.in, Phone: 06764-236363: [402, 816, 1303, 832]
- table-row: ୧୧ ୧୯ ୬୫୮ ରଞ୍ଜାଗଡ଼ ୦୮ ଭୁବନେଶ୍ୱର: [11, 1372, 369, 1402]
- table-row: ୨୦ ୨୮ ୬୯୬ ଶିଶିଲୋ ୧୮ ଭୁବନେଶ୍ୱର: [11, 1642, 369, 1672]
- bda-letter-line: [10, 145, 369, 167]
- table-row: ୨୨ ୩୦ ୯୯ ଗଡ଼କଣ୍ଟୁଣିଆ ୦୩ ଭୁବନେଶ୍ୱର: [11, 1792, 369, 1822]
- rail-article-body: ତାଳଚେର,୩୦ା୩(ସମିସ)- ପାରିବାରିକ କଳହକୁ କେନ୍ଦ୍ରକରି ଦେହରେ ନିଆଁ ଲଗାଇ ଆତ୍ମହତ୍ୟା ଉଦ୍ୟମ କରିଥିବା ଦମ୍ପତିଙ୍କ ଅବସ୍ଥା ଗୁରୁତର ଥିବା ଜଣାପଡ଼ିଛି। ଦୁହିଁଙ୍କୁ ପ୍ରଥମେ ସ୍ଥାନୀୟ ଡାକ୍ତରଖାନା ଓ ପରେ କଟକ ବଡ଼ ଡାକ୍ତରଖାନାକୁ ସ୍ଥାନାନ୍ତର କରାଯାଇଛି। ପଡ଼ୋଶୀଙ୍କ ସୂଚନା ପାଇ ଅଗ୍ନିଶମ ବାହିନୀ ଘଟଣାସ୍ଥଳରେ ପହଞ୍ଚି ନିଆଁକୁ ଆୟତ୍ତ କରିଥିଲା। ପୋଲିସ ଘଟଣାର ତଦନ୍ତ ଆରମ୍ଭ କରିଛି।: [1161, 512, 1488, 627]
- schedule-b-title: ଅନୁସୂଚୀ (Schedule) — "ଖ": [102, 964, 277, 981]
- jail-article-header: [390, 463, 1140, 521]
- work-row: 3. Const. of Concrete Drying Platform cum Threshing platforms at 04(Four) locations under Angul Block. Cluster -III 32,35,246/- 32,400/- 6,300/- 'C' & 'B' 3 (three) months: [403, 1057, 1303, 1088]
- bullet-arrow-icon: ▸▸: [663, 153, 676, 169]
- table-row: ୨ ୧୦ ୯୦୦ କନ୍ଦର୍ପପୁର ୪୭ ଜଟଣୀ: [11, 1059, 369, 1089]
- tender-closing: The authority reserves the right to reject any or all the tenders at any point of time without assigning any reason thereof.: [422, 1808, 1004, 1821]
- bda-paragraph: ଏହା ଫଳରେ ସମ୍ପୃକ୍ତ ଅଞ୍ଚଳର ରାସ୍ତାଘାଟ, ଜଳ ନିଷ୍କାସନ, ପାର୍କ, ଖେଳପଡ଼ିଆ ତଥା ଅନ୍ୟାନ୍ୟ ଭିତ୍ତିଭୂମି ସୁବିଧା ଯୋଜନାବଦ୍ଧ ଭାବେ ବିକଶିତ ହେବ। ଏ ସମ୍ପର୍କରେ କାହାରି କୌଣସି ଆପତ୍ତି କିମ୍ବା ପରାମର୍ଶ ଥିଲେ ବିଜ୍ଞପ୍ତି ପ୍ରକାଶ ପାଇବା ତାରିଖଠାରୁ ୩୦ ଦିନ ମଧ୍ୟରେ ନିମ୍ନ ସ୍ୱାକ୍ଷରକାରୀଙ୍କ କାର୍ଯ୍ୟାଳୟରେ ଲିଖିତ ଆକାରରେ ଦାଖଲ କରିପାରିବେ। ନିର୍ଦ୍ଧାରିତ ସମୟସୀମା ପରେ ପ୍ରାପ୍ତ ଆପତ୍ତି ଗ୍ରହଣୀୟ ହେବ ନାହିଁ।: [10, 450, 370, 549]
- table-row: ରଘୁନାଥପୁର (ଅବଶିଷ୍ଟ) ୧୫ ବାଲିଆନ୍ତା: [11, 1179, 369, 1222]
- work-row: 12. Const. of Concrete Drying Platform cum Threshing platforms at 04(Four) locations under Chendipada Block. Cluster -XII 32,35,246/- 32,400/- 6,300/- 'C' & 'B' 3 (three) months: [403, 1355, 1303, 1386]
- lead-bullet: ▸▸ ହିତାଧିକାରୀ ଖର୍ଚ୍ଚ ହିସାବ ନାହିଁ: [663, 153, 909, 172]
- bda-paragraphs: [10, 224, 369, 550]
- column-header: ଏରିଆ (ଏକର): [146, 639, 202, 668]
- table-row: ୨୫ ୩୩ ୬୬୮ ବାହାରପୁର ୨୦ ଭୁବନେଶ୍ୱର: [11, 1882, 369, 1912]
- lead-bullet: ▸▸ ସନ୍ଦେହରେ ସମ୍ପ୍ରସାରଣ କର୍ମଚାରୀ: [663, 172, 909, 191]
- work-row: 2. Const. of Concrete Drying Platform cum Threshing platforms at 04(four) locations under Angul Block.Cluster-II 32,11,248/- 32,200/- 6,300/- 'C' & 'B' 3 (three) months: [403, 1026, 1303, 1057]
- table-row: ୩୧ ୩୯ ୧୭୨ କୁଶମତୀ ୧୯ ଖୋର୍ଦ୍ଧା: [11, 2152, 369, 2182]
